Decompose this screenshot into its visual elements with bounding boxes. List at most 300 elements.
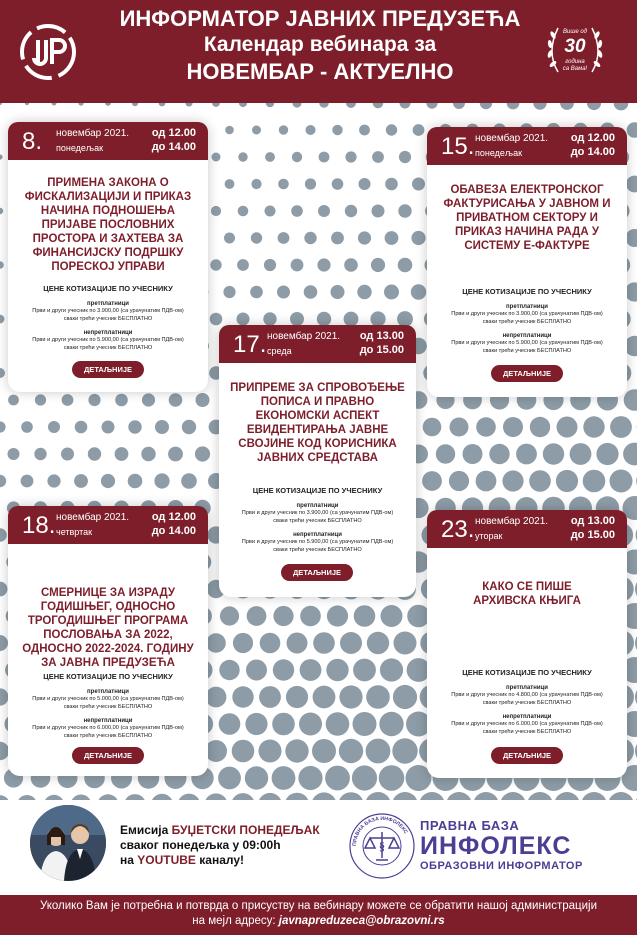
- nonprepaid-label: непретплатници: [502, 333, 552, 339]
- badge-bottom-text: [542, 59, 608, 73]
- details-button[interactable]: ДЕТАЉНИЈЕ: [72, 361, 144, 378]
- background-dot: [273, 606, 293, 626]
- background-dot: [0, 261, 4, 269]
- prepaid-label: претплатници: [296, 503, 339, 509]
- background-dot: [503, 417, 523, 437]
- price-heading: ЦЕНЕ КОТИЗАЦИЈЕ ПО УЧЕСНИКУ: [462, 668, 592, 677]
- price-heading: ЦЕНЕ КОТИЗАЦИЈЕ ПО УЧЕСНИКУ: [462, 287, 592, 296]
- background-dot: [554, 792, 580, 800]
- badge-top-text: Више од: [563, 29, 587, 35]
- background-dot: [290, 312, 304, 326]
- background-dot: [252, 126, 261, 135]
- background-dot: [219, 713, 241, 735]
- background-dot: [239, 103, 247, 107]
- background-dot: [453, 103, 465, 109]
- background-dot: [292, 103, 301, 108]
- background-dot: [291, 259, 304, 272]
- background-dot: [446, 792, 472, 800]
- background-dot: [543, 443, 564, 464]
- background-dot: [626, 176, 637, 193]
- background-dot: [8, 395, 19, 406]
- background-dot: [285, 739, 308, 762]
- background-dot: [352, 765, 377, 790]
- background-dot: [206, 687, 227, 708]
- background-dot: [344, 258, 358, 272]
- background-dot: [61, 448, 74, 461]
- card-time-to: до 14.00: [151, 141, 196, 153]
- background-dot: [480, 103, 492, 109]
- background-dot: [527, 792, 553, 800]
- background-dot: [450, 418, 469, 437]
- background-dot: [411, 284, 426, 299]
- price-heading: ЦЕНЕ КОТИЗАЦИЈЕ ПО УЧЕСНИКУ: [252, 486, 383, 495]
- background-dot: [516, 444, 537, 465]
- brand-line-3: ОБРАЗОВНИ ИНФОРМАТОР: [420, 860, 583, 872]
- background-dot: [581, 792, 607, 800]
- background-dot: [233, 633, 253, 653]
- background-dot: [0, 315, 4, 324]
- background-dot: [75, 421, 88, 434]
- background-dot: [8, 448, 20, 460]
- card-time-from: од 12.00: [151, 127, 196, 139]
- card-day: 8.: [22, 128, 43, 155]
- background-dot: [278, 232, 290, 244]
- card-month: новембар 2021.: [475, 516, 549, 527]
- prepaid-label: претплатници: [506, 304, 548, 310]
- nonprepaid-price: Први и други учесник по 5.900,00 (са урачунатим ПДВ-ом): [241, 539, 394, 545]
- brand-line-1: ПРАВНА БАЗА: [420, 818, 520, 833]
- background-dot: [570, 443, 592, 465]
- card-day: 23.: [441, 516, 475, 543]
- footer-email-prefix: на мејл адресу:: [192, 915, 276, 927]
- background-dot: [78, 103, 83, 106]
- background-dot: [47, 474, 60, 487]
- background-dot: [287, 633, 308, 654]
- background-dot: [278, 179, 289, 190]
- card-date-header: [427, 510, 627, 548]
- background-dot: [238, 206, 249, 217]
- nonprepaid-price: Први и други учесник по 5.900,00 (са урачунатим ПДВ-ом): [451, 340, 603, 346]
- webinar-card: [8, 506, 208, 776]
- background-dot: [327, 605, 348, 626]
- card-time-from: од 13.00: [570, 515, 615, 527]
- background-dot: [210, 313, 223, 326]
- background-dot: [128, 420, 141, 433]
- background-dot: [291, 205, 303, 217]
- background-dot: [583, 416, 604, 437]
- background-dot: [339, 685, 362, 708]
- background-dot: [88, 394, 100, 406]
- nonprepaid-free: сваки трећи учесник БЕСПЛАТНО: [482, 728, 572, 735]
- card-title: КАКО СЕ ПИШЕ АРХИВСКА КЊИГА: [473, 581, 581, 607]
- background-dot: [359, 178, 371, 190]
- card-prices: [14, 672, 202, 740]
- background-dot: [398, 204, 411, 217]
- background-dot: [529, 470, 551, 492]
- background-dot: [413, 124, 425, 136]
- header-line-3: НОВЕМБАР - АКТУЕЛНО: [186, 59, 454, 84]
- card-weekday: понедељак: [56, 143, 104, 153]
- background-dot: [264, 259, 276, 271]
- background-dot: [223, 286, 235, 298]
- background-dot: [398, 258, 413, 273]
- card-month: новембар 2021.: [267, 331, 341, 342]
- background-dot: [220, 606, 239, 625]
- background-dot: [326, 659, 348, 681]
- background-dot: [357, 285, 371, 299]
- background-dot: [365, 792, 391, 800]
- background-dot: [247, 606, 267, 626]
- background-dot: [105, 103, 111, 106]
- background-dot: [245, 713, 267, 735]
- card-day: 15.: [441, 133, 475, 160]
- details-button[interactable]: ДЕТАЉНИЈЕ: [491, 365, 563, 382]
- background-dot: [224, 233, 235, 244]
- background-dot: [367, 632, 389, 654]
- card-date-header: [8, 122, 208, 160]
- background-dot: [212, 153, 221, 162]
- background-dot: [142, 393, 155, 406]
- background-dot: [556, 470, 578, 492]
- background-dot: [0, 103, 2, 105]
- prepaid-free: сваки трећи учесник БЕСПЛАТНО: [63, 703, 153, 710]
- background-dot: [608, 792, 634, 800]
- background-dot: [212, 103, 220, 107]
- background-dot: [141, 447, 155, 461]
- background-dot: [265, 206, 276, 217]
- background-dot: [62, 394, 74, 406]
- card-month: новембар 2021.: [475, 133, 549, 144]
- background-dot: [232, 686, 253, 707]
- background-dot: [626, 229, 637, 247]
- prepaid-label: претплатници: [506, 685, 548, 691]
- background-dot: [317, 258, 330, 271]
- background-dot: [115, 394, 128, 407]
- background-dot: [225, 126, 234, 135]
- background-dot: [52, 103, 57, 106]
- background-dot: [345, 151, 356, 162]
- background-dot: [272, 713, 295, 736]
- background-dot: [313, 686, 336, 709]
- card-prices: [14, 284, 202, 352]
- background-dot: [306, 125, 316, 135]
- header-banner: [0, 0, 637, 103]
- background-dot: [260, 633, 281, 654]
- footer-line-1: Уколико Вам је потребна и потврда о присуству на вебинару можете се обратити нашој администрацији: [39, 900, 598, 912]
- background-dot: [279, 125, 288, 134]
- background-dot: [205, 740, 227, 762]
- background-dot: [381, 605, 403, 627]
- background-dot: [419, 792, 445, 800]
- background-dot: [0, 475, 6, 487]
- background-dot: [102, 421, 115, 434]
- background-dot: [386, 124, 397, 135]
- background-dot: [300, 606, 321, 627]
- background-dot: [502, 470, 523, 491]
- background-dot: [463, 444, 483, 464]
- brand-line-2: ИНФОЛЕКС: [420, 832, 572, 860]
- background-dot: [331, 232, 344, 245]
- details-button[interactable]: ДЕТАЉНИЈЕ: [72, 747, 144, 764]
- background-dot: [353, 659, 376, 682]
- background-dot: [326, 712, 350, 736]
- card-time-from: од 12.00: [151, 511, 196, 523]
- ijp-logo-icon: [18, 22, 78, 82]
- background-dot: [394, 632, 417, 655]
- background-dot: [557, 417, 578, 438]
- details-button[interactable]: ДЕТАЉНИЈЕ: [281, 564, 353, 581]
- background-dot: [596, 443, 618, 465]
- nonprepaid-free: сваки трећи учесник БЕСПЛАТНО: [63, 732, 153, 739]
- background-dot: [384, 285, 399, 300]
- background-dot: [412, 178, 425, 191]
- background-dot: [266, 103, 275, 107]
- background-dot: [0, 154, 3, 159]
- nonprepaid-label: непретплатници: [83, 718, 133, 724]
- background-dot: [128, 474, 143, 489]
- background-dot: [436, 444, 455, 463]
- card-time-from: од 12.00: [570, 132, 615, 144]
- prepaid-price: Први и други учесник по 4.800,00 (са урачунатим ПДВ-ом): [451, 692, 603, 698]
- card-day: 18.: [22, 512, 56, 539]
- card-prices: [433, 668, 621, 736]
- background-dot: [159, 103, 166, 106]
- card-day: 17.: [233, 331, 267, 358]
- background-dot: [610, 470, 633, 493]
- anniversary-badge: [542, 20, 608, 80]
- prepaid-price: Први и други учесник по 3.900,00 (са урачунатим ПДВ-ом): [451, 311, 603, 317]
- background-dot: [325, 766, 350, 791]
- promo-schedule: сваког понедељка у 09:00h: [120, 838, 281, 852]
- background-dot: [0, 635, 8, 651]
- background-dot: [299, 713, 322, 736]
- background-dot: [0, 528, 7, 542]
- background-dot: [346, 103, 356, 108]
- background-dot: [587, 103, 601, 110]
- background-dot: [476, 417, 496, 437]
- background-dot: [399, 151, 411, 163]
- background-dot: [319, 103, 329, 108]
- background-dot: [88, 447, 101, 460]
- card-prices: [225, 486, 410, 554]
- background-dot: [449, 471, 469, 491]
- nonprepaid-free: сваки трећи учесник БЕСПЛАТНО: [63, 344, 153, 351]
- background-dot: [422, 471, 442, 491]
- background-dot: [305, 178, 316, 189]
- background-dot: [238, 152, 247, 161]
- background-dot: [379, 765, 405, 791]
- header-title: [90, 6, 550, 86]
- seal-text: ПРАВНА БАЗА ИНФОЛЕКС: [351, 815, 409, 847]
- promo-show-prefix: Емисија: [120, 823, 169, 837]
- background-dot: [154, 473, 169, 488]
- badge-bottom-line-1: година: [565, 59, 585, 65]
- background-dot: [610, 416, 632, 438]
- header-line-2: Календар вебинара за: [203, 33, 437, 56]
- background-dot: [476, 471, 497, 492]
- background-dot: [115, 447, 129, 461]
- background-dot: [385, 178, 398, 191]
- webinar-card: [427, 510, 627, 778]
- background-dot: [372, 205, 385, 218]
- background-dot: [423, 418, 442, 437]
- prepaid-price: Први и други учесник по 3.900,00 (са урачунатим ПДВ-ом): [32, 308, 184, 314]
- background-dot: [385, 231, 399, 245]
- background-dot: [530, 417, 550, 437]
- background-dot: [411, 231, 425, 245]
- card-month: новембар 2021.: [56, 128, 130, 139]
- youtube-link[interactable]: YOUTUBE: [137, 853, 196, 867]
- background-dot: [196, 393, 210, 407]
- background-dot: [195, 446, 210, 461]
- prepaid-free: сваки трећи учесник БЕСПЛАТНО: [482, 318, 572, 325]
- nonprepaid-price: Први и други учесник по 5.900,00 (са урачунатим ПДВ-ом): [32, 337, 184, 343]
- infoleks-logo[interactable]: [420, 818, 583, 873]
- background-dot: [258, 793, 282, 800]
- background-dot: [204, 793, 227, 800]
- webinar-card: [8, 122, 208, 392]
- background-dot: [400, 103, 411, 109]
- background-dot: [259, 740, 282, 763]
- background-dot: [206, 633, 226, 653]
- background-dot: [393, 685, 417, 709]
- card-prices: [433, 287, 621, 355]
- background-dot: [379, 712, 403, 736]
- card-title: ОБАВЕЗА ЕЛЕКТРОНСКОГ ФАКТУРИСАЊА У ЈАВНОМ И ПРИВАТНОМ СЕКТОРУ И ПРИКАЗ НАЧИНА РАДА У СИСТЕМУ Е-ФАКТУРЕ: [443, 184, 611, 252]
- background-dot: [169, 393, 183, 407]
- card-date-header: [8, 506, 208, 544]
- promo-line-1: [120, 823, 320, 838]
- presenters-photo[interactable]: [30, 805, 106, 881]
- background-dot: [319, 152, 330, 163]
- prepaid-free: сваки трећи учесник БЕСПЛАТНО: [273, 517, 362, 524]
- badge-bottom-line-2: са Вама!: [562, 66, 588, 72]
- background-dot: [338, 792, 364, 800]
- background-dot: [74, 474, 88, 488]
- prepaid-price: Први и други учесник по 3.900,00 (са урачунатим ПДВ-ом): [241, 510, 394, 516]
- background-dot: [225, 179, 235, 189]
- background-dot: [500, 792, 526, 800]
- background-dot: [624, 389, 637, 411]
- background-dot: [614, 103, 629, 110]
- background-dot: [25, 103, 29, 105]
- background-dot: [263, 312, 276, 325]
- background-dot: [251, 179, 261, 189]
- background-dot: [392, 792, 418, 800]
- background-dot: [251, 232, 262, 243]
- background-dot: [272, 766, 296, 790]
- background-dot: [231, 793, 255, 800]
- card-month: новембар 2021.: [56, 512, 130, 523]
- background-dot: [21, 475, 34, 488]
- background-dot: [35, 394, 46, 405]
- background-dot: [0, 582, 7, 597]
- promo-channel-prefix: на: [120, 853, 134, 867]
- background-dot: [623, 443, 637, 466]
- background-dot: [211, 206, 221, 216]
- promo-show-name: БУЏЕТСКИ ПОНЕДЕЉАК: [171, 823, 320, 837]
- background-dot: [473, 792, 499, 800]
- background-dot: [304, 285, 318, 299]
- background-dot: [182, 420, 196, 434]
- background-dot: [181, 473, 197, 489]
- background-dot: [354, 605, 376, 627]
- background-dot: [237, 259, 249, 271]
- nonprepaid-price: Први и други учесник по 6.000,00 (са урачунатим ПДВ-ом): [32, 725, 184, 731]
- background-dot: [583, 470, 606, 493]
- background-dot: [332, 178, 344, 190]
- background-dot: [132, 103, 138, 106]
- background-dot: [245, 766, 268, 789]
- card-date-header: [427, 127, 627, 165]
- background-dot: [21, 421, 33, 433]
- background-dot: [311, 792, 336, 800]
- webinar-card: [219, 325, 416, 597]
- background-dot: [426, 103, 437, 109]
- card-time-to: до 15.00: [359, 344, 404, 356]
- card-weekday: уторак: [475, 531, 503, 541]
- webinar-card: [427, 127, 627, 397]
- background-dot: [292, 152, 302, 162]
- background-dot: [0, 208, 3, 214]
- badge-number: 30: [564, 36, 586, 57]
- promo-text: [120, 823, 320, 868]
- background-dot: [298, 766, 322, 790]
- card-weekday: четвртак: [56, 527, 93, 537]
- promo-line-3: [120, 853, 320, 868]
- background-dot: [304, 232, 316, 244]
- background-dot: [219, 660, 239, 680]
- background-dot: [259, 686, 281, 708]
- background-dot: [273, 659, 294, 680]
- prepaid-free: сваки трећи учесник БЕСПЛАТНО: [482, 699, 572, 706]
- background-dot: [155, 420, 169, 434]
- background-dot: [246, 660, 267, 681]
- background-dot: [48, 421, 60, 433]
- nonprepaid-label: непретплатници: [83, 330, 133, 336]
- card-time-to: до 14.00: [570, 146, 615, 158]
- footer-line-2: [0, 914, 637, 929]
- background-dot: [286, 686, 308, 708]
- card-weekday: понедељак: [475, 148, 523, 158]
- background-dot: [318, 205, 330, 217]
- background-dot: [345, 205, 357, 217]
- background-dot: [372, 151, 384, 163]
- background-dot: [250, 286, 263, 299]
- background-dot: [237, 313, 250, 326]
- card-time-to: до 15.00: [570, 529, 615, 541]
- background-dot: [358, 231, 371, 244]
- nonprepaid-label: непретплатници: [293, 532, 342, 538]
- background-dot: [210, 259, 221, 270]
- details-button[interactable]: ДЕТАЉНИЈЕ: [491, 747, 563, 764]
- infoleks-seal-icon: [348, 812, 416, 880]
- prepaid-price: Први и други учесник по 5.000,00 (са урачунатим ПДВ-ом): [32, 696, 184, 702]
- background-dot: [232, 740, 255, 763]
- price-heading: ЦЕНЕ КОТИЗАЦИЈЕ ПО УЧЕСНИКУ: [43, 284, 173, 293]
- promo-channel-suffix: каналу!: [199, 853, 245, 867]
- background-dot: [373, 103, 384, 108]
- background-dot: [353, 712, 377, 736]
- nonprepaid-label: непретплатници: [502, 714, 552, 720]
- footer-email-link[interactable]: javnapreduzeca@obrazovni.rs: [278, 915, 445, 927]
- background-dot: [392, 738, 417, 763]
- background-dot: [277, 286, 290, 299]
- background-dot: [0, 368, 5, 378]
- nonprepaid-free: сваки трећи учесник БЕСПЛАТНО: [273, 546, 362, 553]
- card-weekday: среда: [267, 346, 292, 356]
- background-dot: [285, 793, 310, 800]
